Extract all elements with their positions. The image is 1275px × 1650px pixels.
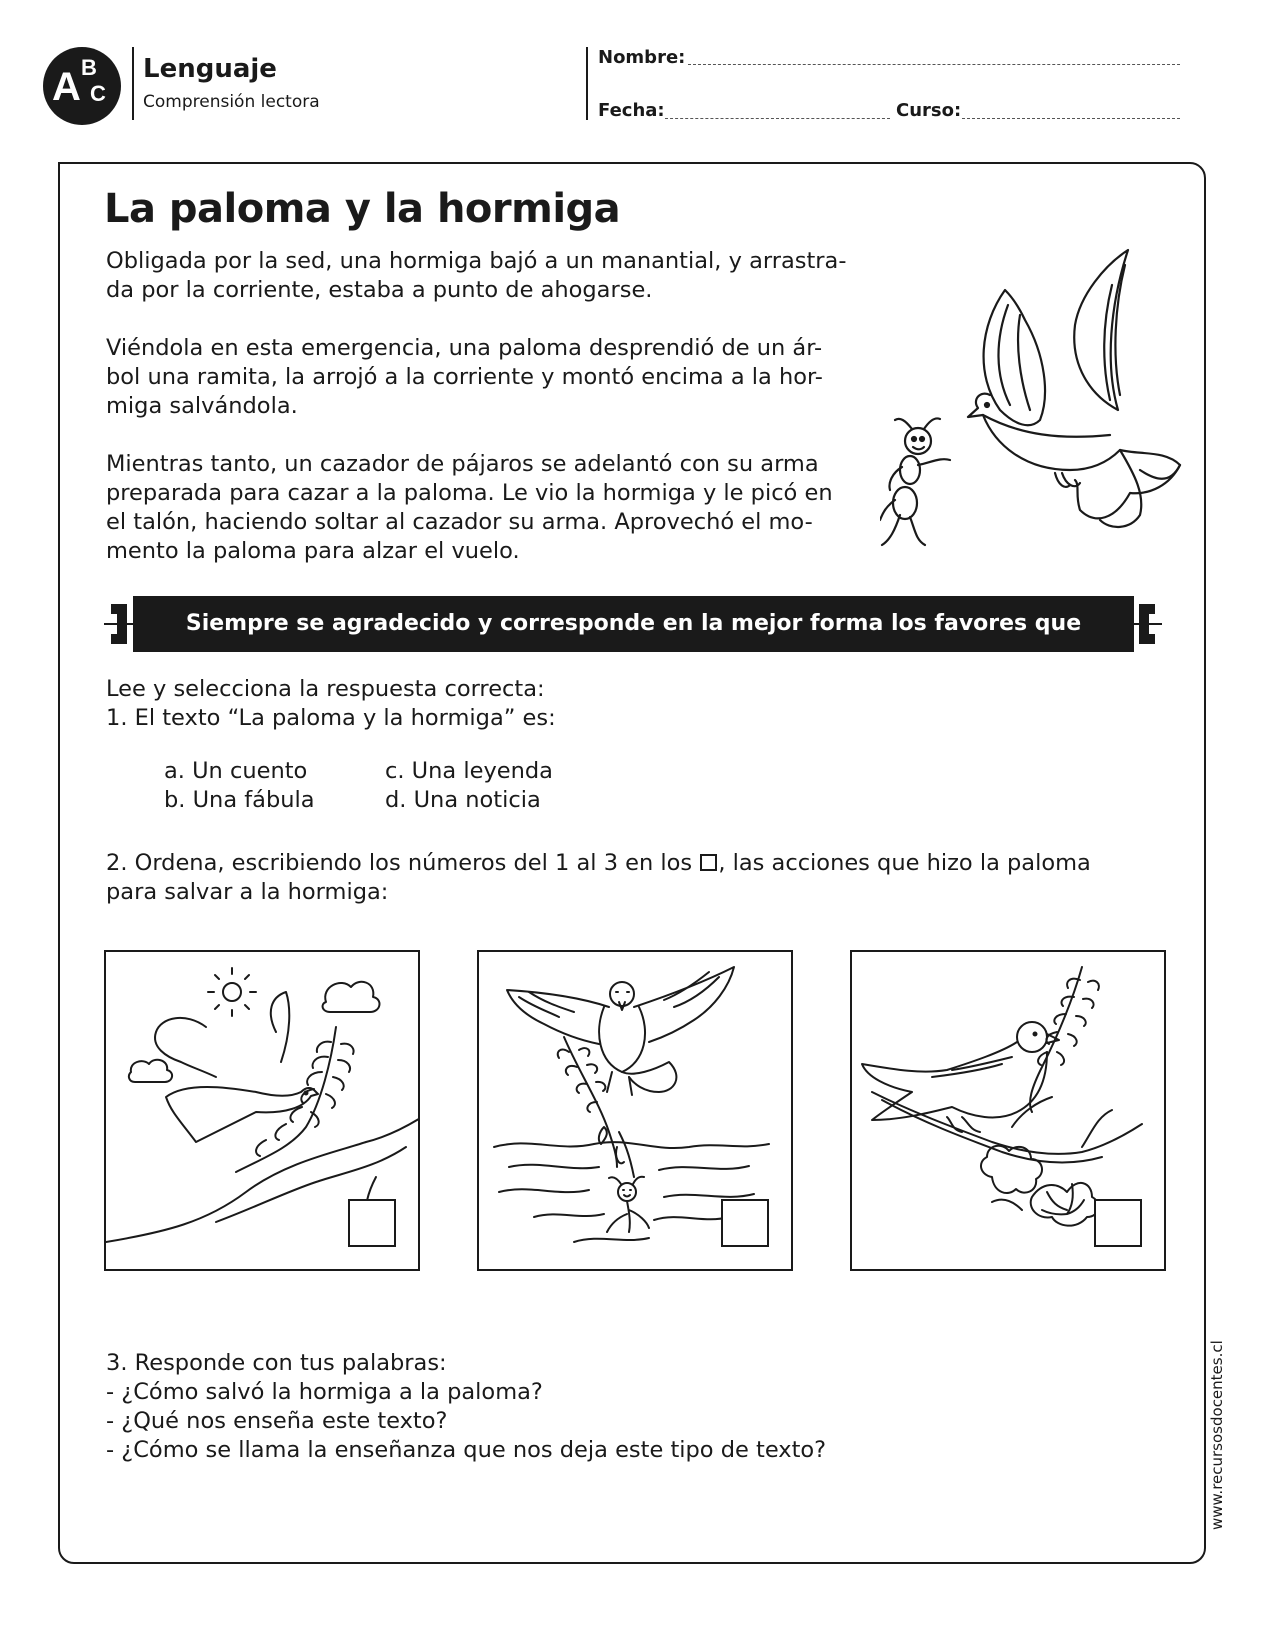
question-2: [106, 849, 1186, 878]
course-label: Curso:: [896, 100, 962, 121]
header-divider: [132, 47, 134, 120]
banner-right-ornament: [1139, 604, 1155, 644]
abc-logo-icon: [43, 47, 121, 125]
header-divider: [586, 47, 588, 120]
option-d[interactable]: d. Una noticia: [385, 787, 541, 813]
logo-letter-b: B: [81, 55, 97, 80]
option-b[interactable]: b. Una fábula: [164, 787, 315, 813]
question-3: 3. Responde con tus palabras:: [106, 1350, 447, 1376]
sequence-panel-1: [104, 950, 420, 1271]
question-2-part2: , las acciones que hizo la paloma: [718, 850, 1091, 876]
question-3-item: - ¿Qué nos enseña este texto?: [106, 1408, 448, 1434]
checkbox-icon: [700, 854, 717, 871]
footer-url: www.recursosdocentes.cl: [1208, 1340, 1226, 1530]
course-field[interactable]: [962, 118, 1180, 119]
answer-box[interactable]: [721, 1199, 769, 1247]
date-field[interactable]: [665, 118, 890, 119]
story-paragraph: Mientras tanto, un cazador de pájaros se adelantó con su arma preparada para cazar a la paloma. Le vio la hormiga y le picó en el talón, haciendo soltar al cazador su arma. Aprovechó el mo- mento la paloma para alzar el vuelo.: [106, 451, 833, 564]
answer-box[interactable]: [348, 1199, 396, 1247]
story-title: La paloma y la hormiga: [104, 186, 621, 232]
name-label: Nombre:: [598, 47, 686, 68]
option-a[interactable]: a. Un cuento: [164, 758, 308, 784]
question-2-part1: 2. Ordena, escribiendo los números del 1 al 3 en los: [106, 850, 693, 876]
story-paragraph: Viéndola en esta emergencia, una paloma desprendió de un ár- bol una ramita, la arrojó a la corriente y montó encima a la hor- miga salvándola.: [106, 335, 823, 419]
instruction-text: Lee y selecciona la respuesta correcta:: [106, 676, 545, 702]
logo-letter-c: C: [90, 81, 106, 106]
name-field[interactable]: [688, 64, 1180, 65]
option-c[interactable]: c. Una leyenda: [385, 758, 553, 784]
sequence-panel-2: [477, 950, 793, 1271]
answer-box[interactable]: [1094, 1199, 1142, 1247]
question-2-line2: para salvar a la hormiga:: [106, 879, 389, 905]
logo-letter-a: A: [52, 65, 81, 109]
subject-title: Lenguaje: [143, 54, 277, 84]
question-3-item: - ¿Cómo salvó la hormiga a la paloma?: [106, 1379, 543, 1405]
sequence-panel-3: [850, 950, 1166, 1271]
story-paragraph: Obligada por la sed, una hormiga bajó a un manantial, y arrastra- da por la corriente, estaba a punto de ahogarse.: [106, 248, 847, 303]
dove-ant-illustration: [880, 245, 1185, 565]
question-1: 1. El texto “La paloma y la hormiga” es:: [106, 705, 556, 731]
moral-banner: Siempre se agradecido y corresponde en la mejor forma los favores que recibas.: [133, 596, 1134, 652]
date-label: Fecha:: [598, 100, 665, 121]
subject-subtitle: Comprensión lectora: [143, 92, 320, 112]
banner-left-ornament: [111, 604, 127, 644]
question-3-item: - ¿Cómo se llama la enseñanza que nos deja este tipo de texto?: [106, 1437, 827, 1463]
